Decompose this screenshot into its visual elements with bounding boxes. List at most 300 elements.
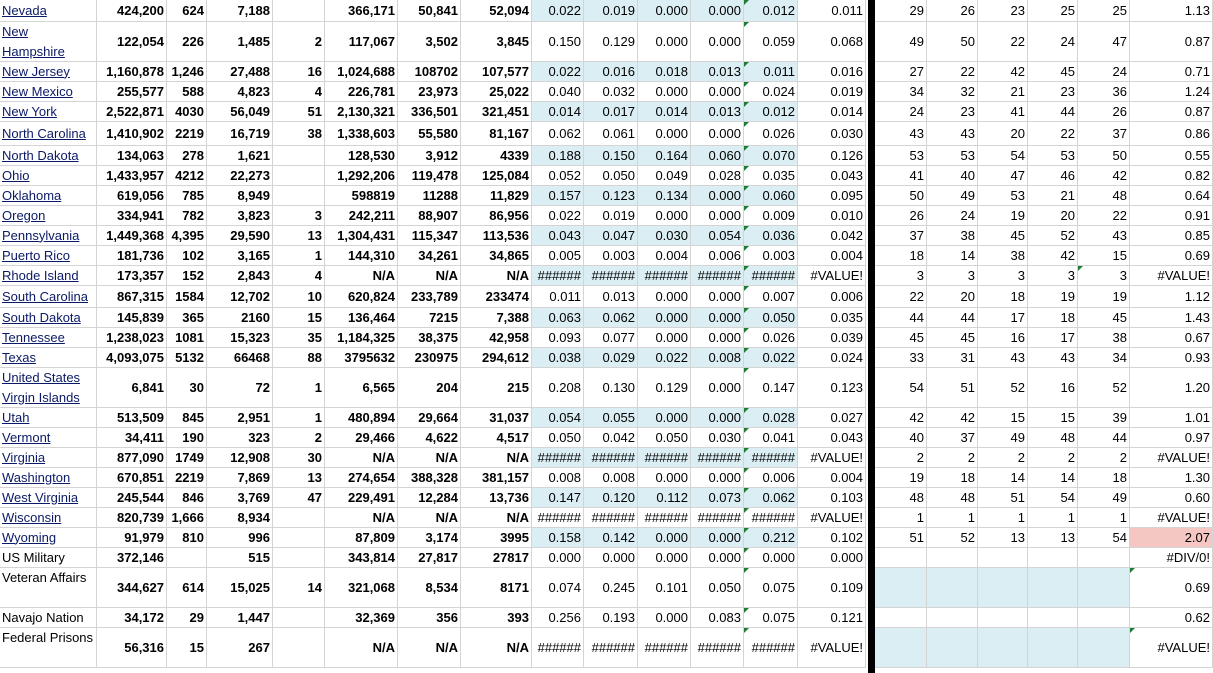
cell-rank-0[interactable] [875,568,927,608]
cell-rank-0[interactable]: 37 [875,226,927,246]
cell-rank-3[interactable]: 15 [1028,408,1078,428]
cell-e[interactable]: 2,130,321 [325,102,398,122]
cell-f[interactable]: 38,375 [398,328,461,348]
cell-state-name[interactable]: Ohio [0,166,97,186]
cell-rate-3[interactable]: 0.000 [691,468,744,488]
cell-d[interactable]: 51 [273,102,325,122]
cell-b[interactable]: 190 [167,428,207,448]
cell-rate-2[interactable]: 0.000 [638,408,691,428]
cell-g[interactable]: 215 [461,368,532,408]
cell-rank-4[interactable]: 3 [1078,266,1130,286]
cell-f[interactable]: 119,478 [398,166,461,186]
cell-rate-0[interactable]: 0.040 [532,82,584,102]
cell-state-name[interactable]: South Dakota [0,308,97,328]
cell-rank-0[interactable]: 54 [875,368,927,408]
cell-a[interactable]: 334,941 [97,206,167,226]
cell-a[interactable]: 344,627 [97,568,167,608]
cell-g[interactable]: 3995 [461,528,532,548]
cell-state-name[interactable]: Wisconsin [0,508,97,528]
cell-e[interactable]: 620,824 [325,286,398,308]
cell-f[interactable]: 388,328 [398,468,461,488]
cell-state-name[interactable]: US Military [0,548,97,568]
cell-rate-0[interactable]: 0.043 [532,226,584,246]
cell-e[interactable]: 1,184,325 [325,328,398,348]
cell-e[interactable]: 480,894 [325,408,398,428]
cell-average[interactable]: 0.121 [798,608,866,628]
cell-rate-0[interactable]: 0.052 [532,166,584,186]
cell-e[interactable]: 87,809 [325,528,398,548]
cell-g[interactable]: N/A [461,266,532,286]
cell-ratio[interactable]: 1.01 [1130,408,1213,428]
cell-average[interactable]: 0.042 [798,226,866,246]
cell-f[interactable]: 115,347 [398,226,461,246]
cell-rate-4[interactable]: 0.070 [744,146,798,166]
cell-rank-1[interactable]: 40 [927,166,978,186]
cell-a[interactable]: 145,839 [97,308,167,328]
cell-rank-3[interactable]: 54 [1028,488,1078,508]
cell-e[interactable]: 366,171 [325,0,398,22]
cell-c[interactable]: 27,488 [207,62,273,82]
cell-c[interactable]: 267 [207,628,273,668]
cell-rate-2[interactable]: 0.004 [638,246,691,266]
cell-rank-0[interactable]: 50 [875,186,927,206]
cell-rate-4[interactable]: 0.011 [744,62,798,82]
cell-rate-1[interactable]: 0.077 [584,328,638,348]
cell-c[interactable]: 1,485 [207,22,273,62]
cell-f[interactable]: 27,817 [398,548,461,568]
cell-rank-0[interactable]: 22 [875,286,927,308]
cell-b[interactable]: 624 [167,0,207,22]
cell-f[interactable]: 88,907 [398,206,461,226]
cell-rate-2[interactable]: 0.000 [638,608,691,628]
cell-g[interactable]: 113,536 [461,226,532,246]
cell-d[interactable] [273,508,325,528]
cell-rank-1[interactable]: 51 [927,368,978,408]
cell-a[interactable]: 1,160,878 [97,62,167,82]
cell-rate-3[interactable]: 0.050 [691,568,744,608]
cell-average[interactable]: 0.016 [798,62,866,82]
cell-rate-3[interactable]: 0.054 [691,226,744,246]
cell-rank-1[interactable]: 1 [927,508,978,528]
cell-rank-2[interactable]: 14 [978,468,1028,488]
cell-rank-4[interactable] [1078,608,1130,628]
cell-f[interactable]: 50,841 [398,0,461,22]
cell-rate-1[interactable]: 0.032 [584,82,638,102]
cell-rank-4[interactable]: 24 [1078,62,1130,82]
cell-average[interactable]: 0.103 [798,488,866,508]
cell-ratio[interactable]: 2.07 [1130,528,1213,548]
cell-rate-4[interactable]: 0.075 [744,568,798,608]
cell-rank-0[interactable]: 24 [875,102,927,122]
cell-rate-1[interactable]: 0.008 [584,468,638,488]
cell-average[interactable]: 0.027 [798,408,866,428]
cell-e[interactable]: 242,211 [325,206,398,226]
cell-rank-4[interactable] [1078,548,1130,568]
cell-average[interactable]: 0.039 [798,328,866,348]
cell-ratio[interactable]: 0.82 [1130,166,1213,186]
cell-f[interactable]: 23,973 [398,82,461,102]
cell-state-name[interactable]: New York [0,102,97,122]
cell-a[interactable]: 424,200 [97,0,167,22]
cell-a[interactable]: 1,433,957 [97,166,167,186]
cell-rate-0[interactable]: ###### [532,448,584,468]
cell-rank-0[interactable]: 41 [875,166,927,186]
cell-ratio[interactable]: 1.24 [1130,82,1213,102]
cell-a[interactable]: 619,056 [97,186,167,206]
cell-a[interactable]: 181,736 [97,246,167,266]
cell-rank-0[interactable]: 40 [875,428,927,448]
cell-b[interactable]: 102 [167,246,207,266]
cell-rate-3[interactable]: 0.030 [691,428,744,448]
cell-rate-4[interactable]: 0.062 [744,488,798,508]
cell-state-name[interactable]: Tennessee [0,328,97,348]
cell-c[interactable]: 3,769 [207,488,273,508]
cell-g[interactable]: 31,037 [461,408,532,428]
cell-rate-3[interactable]: 0.000 [691,22,744,62]
cell-rank-1[interactable]: 23 [927,102,978,122]
cell-rate-2[interactable]: ###### [638,266,691,286]
cell-rate-1[interactable]: 0.062 [584,308,638,328]
cell-f[interactable]: 230975 [398,348,461,368]
cell-rate-4[interactable]: 0.041 [744,428,798,448]
cell-rate-4[interactable]: 0.075 [744,608,798,628]
cell-average[interactable]: 0.035 [798,308,866,328]
cell-rank-2[interactable]: 52 [978,368,1028,408]
cell-ratio[interactable]: #VALUE! [1130,508,1213,528]
cell-f[interactable]: 34,261 [398,246,461,266]
cell-rate-2[interactable]: 0.000 [638,308,691,328]
cell-rate-3[interactable]: ###### [691,508,744,528]
cell-rate-3[interactable]: 0.060 [691,146,744,166]
cell-rate-1[interactable]: 0.003 [584,246,638,266]
cell-rate-2[interactable]: 0.000 [638,548,691,568]
cell-c[interactable]: 2160 [207,308,273,328]
cell-c[interactable]: 2,951 [207,408,273,428]
cell-rank-3[interactable]: 13 [1028,528,1078,548]
cell-rank-2[interactable] [978,608,1028,628]
cell-rank-4[interactable]: 34 [1078,348,1130,368]
cell-average[interactable]: 0.011 [798,0,866,22]
cell-state-name[interactable]: Veteran Affairs [0,568,97,608]
cell-rate-4[interactable]: 0.059 [744,22,798,62]
cell-rate-4[interactable]: 0.003 [744,246,798,266]
cell-d[interactable] [273,548,325,568]
cell-state-name[interactable]: New Mexico [0,82,97,102]
cell-rate-3[interactable]: 0.083 [691,608,744,628]
cell-rate-4[interactable]: 0.012 [744,0,798,22]
cell-b[interactable]: 810 [167,528,207,548]
cell-rank-0[interactable]: 49 [875,22,927,62]
cell-d[interactable] [273,608,325,628]
cell-b[interactable]: 1584 [167,286,207,308]
cell-rank-2[interactable]: 51 [978,488,1028,508]
cell-rank-2[interactable]: 20 [978,122,1028,146]
cell-b[interactable]: 588 [167,82,207,102]
cell-f[interactable]: 4,622 [398,428,461,448]
cell-rank-3[interactable]: 25 [1028,0,1078,22]
cell-b[interactable]: 845 [167,408,207,428]
cell-rank-2[interactable]: 21 [978,82,1028,102]
cell-rate-0[interactable]: 0.000 [532,548,584,568]
cell-c[interactable]: 1,447 [207,608,273,628]
cell-rank-1[interactable]: 26 [927,0,978,22]
cell-rate-4[interactable]: 0.212 [744,528,798,548]
cell-rank-3[interactable]: 1 [1028,508,1078,528]
cell-rate-3[interactable]: 0.000 [691,308,744,328]
cell-b[interactable]: 30 [167,368,207,408]
cell-rank-0[interactable]: 43 [875,122,927,146]
cell-rate-4[interactable]: 0.026 [744,122,798,146]
cell-rate-0[interactable]: 0.062 [532,122,584,146]
cell-rank-0[interactable]: 29 [875,0,927,22]
cell-rank-3[interactable]: 16 [1028,368,1078,408]
cell-state-name[interactable]: United States Virgin Islands [0,368,97,408]
cell-average[interactable]: 0.000 [798,548,866,568]
cell-rate-2[interactable]: 0.112 [638,488,691,508]
cell-e[interactable]: 226,781 [325,82,398,102]
cell-ratio[interactable]: #VALUE! [1130,628,1213,668]
cell-e[interactable]: 144,310 [325,246,398,266]
cell-rate-1[interactable]: 0.130 [584,368,638,408]
cell-rank-2[interactable]: 16 [978,328,1028,348]
cell-rank-3[interactable]: 18 [1028,308,1078,328]
cell-ratio[interactable]: 0.97 [1130,428,1213,448]
cell-rate-3[interactable]: 0.013 [691,62,744,82]
cell-e[interactable]: 136,464 [325,308,398,328]
cell-rate-4[interactable]: ###### [744,508,798,528]
cell-rate-0[interactable]: 0.054 [532,408,584,428]
cell-d[interactable]: 2 [273,428,325,448]
cell-g[interactable]: 125,084 [461,166,532,186]
cell-rate-2[interactable]: 0.000 [638,528,691,548]
cell-rank-4[interactable] [1078,628,1130,668]
cell-rate-0[interactable]: 0.022 [532,206,584,226]
cell-rank-2[interactable]: 2 [978,448,1028,468]
cell-average[interactable]: 0.043 [798,166,866,186]
cell-g[interactable]: 52,094 [461,0,532,22]
cell-rate-4[interactable]: 0.035 [744,166,798,186]
cell-rank-4[interactable]: 52 [1078,368,1130,408]
cell-rate-2[interactable]: 0.000 [638,0,691,22]
cell-ratio[interactable]: #VALUE! [1130,266,1213,286]
cell-c[interactable]: 72 [207,368,273,408]
cell-state-name[interactable]: Washington [0,468,97,488]
cell-ratio[interactable]: 0.62 [1130,608,1213,628]
cell-rate-4[interactable]: 0.026 [744,328,798,348]
cell-d[interactable]: 1 [273,368,325,408]
cell-ratio[interactable]: 0.91 [1130,206,1213,226]
cell-rate-4[interactable]: 0.006 [744,468,798,488]
cell-e[interactable]: 128,530 [325,146,398,166]
cell-g[interactable]: 11,829 [461,186,532,206]
cell-b[interactable]: 278 [167,146,207,166]
cell-rate-1[interactable]: 0.019 [584,206,638,226]
cell-a[interactable]: 6,841 [97,368,167,408]
cell-state-name[interactable]: Virginia [0,448,97,468]
cell-rate-4[interactable]: ###### [744,628,798,668]
cell-rank-2[interactable] [978,548,1028,568]
cell-e[interactable]: N/A [325,508,398,528]
cell-g[interactable]: 4,517 [461,428,532,448]
cell-rate-1[interactable]: ###### [584,628,638,668]
cell-e[interactable]: 117,067 [325,22,398,62]
cell-rank-3[interactable]: 20 [1028,206,1078,226]
cell-rate-1[interactable]: 0.000 [584,548,638,568]
cell-a[interactable]: 372,146 [97,548,167,568]
cell-rate-0[interactable]: 0.038 [532,348,584,368]
cell-state-name[interactable]: South Carolina [0,286,97,308]
cell-rate-1[interactable]: 0.061 [584,122,638,146]
cell-e[interactable]: 321,068 [325,568,398,608]
cell-c[interactable]: 2,843 [207,266,273,286]
cell-rank-1[interactable] [927,568,978,608]
cell-state-name[interactable]: Nevada [0,0,97,22]
cell-d[interactable]: 1 [273,408,325,428]
cell-rate-2[interactable]: 0.000 [638,82,691,102]
cell-state-name[interactable]: Wyoming [0,528,97,548]
cell-rank-2[interactable]: 17 [978,308,1028,328]
cell-b[interactable]: 365 [167,308,207,328]
cell-e[interactable]: 3795632 [325,348,398,368]
cell-state-name[interactable]: Federal Prisons [0,628,97,668]
cell-ratio[interactable]: 1.30 [1130,468,1213,488]
cell-a[interactable]: 245,544 [97,488,167,508]
cell-average[interactable]: 0.123 [798,368,866,408]
cell-b[interactable]: 226 [167,22,207,62]
cell-rate-3[interactable]: 0.073 [691,488,744,508]
cell-rate-3[interactable]: 0.000 [691,186,744,206]
cell-rank-1[interactable]: 24 [927,206,978,226]
cell-rate-3[interactable]: ###### [691,266,744,286]
cell-rank-4[interactable]: 39 [1078,408,1130,428]
cell-rank-3[interactable] [1028,608,1078,628]
cell-rank-1[interactable]: 2 [927,448,978,468]
cell-b[interactable]: 4212 [167,166,207,186]
cell-d[interactable]: 47 [273,488,325,508]
cell-ratio[interactable]: 0.64 [1130,186,1213,206]
cell-c[interactable]: 996 [207,528,273,548]
cell-d[interactable]: 14 [273,568,325,608]
cell-rate-0[interactable]: 0.150 [532,22,584,62]
cell-rank-0[interactable]: 19 [875,468,927,488]
cell-d[interactable]: 10 [273,286,325,308]
cell-c[interactable]: 1,621 [207,146,273,166]
cell-e[interactable]: 274,654 [325,468,398,488]
cell-d[interactable] [273,0,325,22]
cell-rate-1[interactable]: 0.019 [584,0,638,22]
cell-rate-2[interactable]: 0.000 [638,328,691,348]
cell-ratio[interactable]: 0.85 [1130,226,1213,246]
cell-rank-3[interactable] [1028,628,1078,668]
cell-d[interactable]: 4 [273,82,325,102]
cell-rank-3[interactable]: 53 [1028,146,1078,166]
cell-average[interactable]: #VALUE! [798,508,866,528]
cell-rate-2[interactable]: 0.000 [638,206,691,226]
cell-rate-2[interactable]: 0.049 [638,166,691,186]
cell-rate-1[interactable]: ###### [584,508,638,528]
cell-b[interactable]: 2219 [167,122,207,146]
cell-rank-3[interactable]: 17 [1028,328,1078,348]
cell-state-name[interactable]: Utah [0,408,97,428]
cell-rank-3[interactable]: 14 [1028,468,1078,488]
cell-rate-1[interactable]: 0.123 [584,186,638,206]
cell-d[interactable]: 13 [273,226,325,246]
cell-rank-2[interactable]: 41 [978,102,1028,122]
cell-rate-2[interactable]: ###### [638,628,691,668]
cell-b[interactable]: 846 [167,488,207,508]
cell-rate-4[interactable]: 0.060 [744,186,798,206]
cell-rate-2[interactable]: 0.030 [638,226,691,246]
cell-c[interactable]: 8,934 [207,508,273,528]
cell-a[interactable]: 255,577 [97,82,167,102]
cell-a[interactable]: 877,090 [97,448,167,468]
cell-rank-4[interactable]: 2 [1078,448,1130,468]
cell-f[interactable]: 356 [398,608,461,628]
cell-b[interactable]: 4030 [167,102,207,122]
cell-rank-2[interactable]: 13 [978,528,1028,548]
cell-rate-0[interactable]: 0.022 [532,0,584,22]
cell-rank-3[interactable]: 24 [1028,22,1078,62]
cell-rate-1[interactable]: 0.055 [584,408,638,428]
cell-rate-0[interactable]: 0.256 [532,608,584,628]
cell-rank-0[interactable]: 27 [875,62,927,82]
cell-rank-1[interactable]: 37 [927,428,978,448]
cell-f[interactable]: N/A [398,628,461,668]
cell-rank-3[interactable]: 3 [1028,266,1078,286]
cell-g[interactable]: 27817 [461,548,532,568]
cell-c[interactable]: 12,702 [207,286,273,308]
cell-ratio[interactable]: 0.60 [1130,488,1213,508]
cell-rate-1[interactable]: 0.120 [584,488,638,508]
cell-ratio[interactable]: 1.12 [1130,286,1213,308]
cell-ratio[interactable]: 0.69 [1130,246,1213,266]
cell-ratio[interactable]: 0.67 [1130,328,1213,348]
cell-rate-3[interactable]: 0.000 [691,328,744,348]
cell-average[interactable]: 0.109 [798,568,866,608]
cell-rank-0[interactable]: 33 [875,348,927,368]
cell-rate-0[interactable]: 0.208 [532,368,584,408]
cell-d[interactable] [273,186,325,206]
cell-rate-0[interactable]: ###### [532,508,584,528]
cell-c[interactable]: 56,049 [207,102,273,122]
cell-rate-2[interactable]: 0.000 [638,22,691,62]
cell-rank-0[interactable]: 18 [875,246,927,266]
cell-rank-2[interactable]: 45 [978,226,1028,246]
cell-average[interactable]: 0.068 [798,22,866,62]
cell-rank-3[interactable]: 46 [1028,166,1078,186]
cell-rank-0[interactable]: 45 [875,328,927,348]
cell-rank-0[interactable]: 1 [875,508,927,528]
cell-rank-1[interactable]: 3 [927,266,978,286]
cell-rank-4[interactable]: 43 [1078,226,1130,246]
cell-rank-2[interactable]: 19 [978,206,1028,226]
cell-b[interactable]: 1749 [167,448,207,468]
cell-g[interactable]: 3,845 [461,22,532,62]
cell-rank-4[interactable]: 36 [1078,82,1130,102]
cell-rate-1[interactable]: 0.129 [584,22,638,62]
cell-rank-1[interactable]: 32 [927,82,978,102]
cell-rank-1[interactable]: 43 [927,122,978,146]
cell-rank-1[interactable] [927,548,978,568]
cell-rank-2[interactable]: 3 [978,266,1028,286]
cell-average[interactable]: 0.006 [798,286,866,308]
cell-f[interactable]: 29,664 [398,408,461,428]
cell-f[interactable]: 233,789 [398,286,461,308]
cell-b[interactable]: 1,666 [167,508,207,528]
cell-state-name[interactable]: Rhode Island [0,266,97,286]
cell-d[interactable] [273,628,325,668]
cell-state-name[interactable]: Pennsylvania [0,226,97,246]
